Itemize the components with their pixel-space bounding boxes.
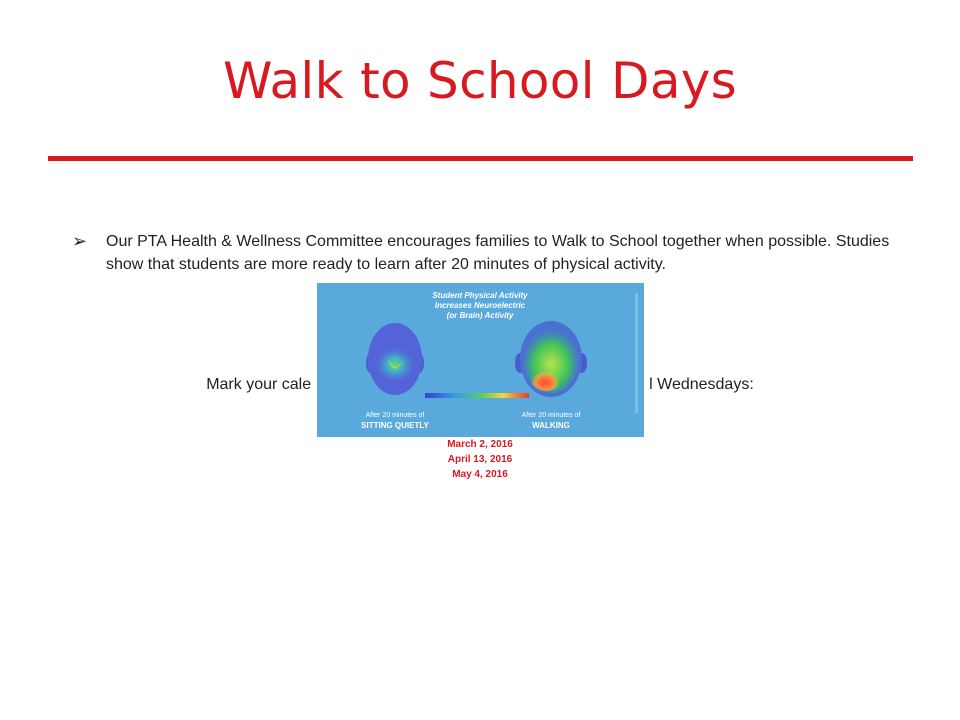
figure-heading-1: Student Physical Activity [432, 291, 528, 300]
figure-heading-3: (or Brain) Activity [446, 311, 514, 320]
right-caption-big: WALKING [532, 421, 570, 430]
date-item: April 13, 2016 [447, 454, 513, 465]
left-caption-big: SITTING QUIETLY [361, 421, 429, 430]
brain-activity-image [317, 283, 644, 437]
slide-title: Walk to School Days [222, 52, 738, 110]
date-item: March 2, 2016 [447, 439, 513, 450]
right-caption-small: After 20 minutes of [521, 412, 581, 419]
brain-activity-graphic [317, 283, 644, 437]
calendar-text-right: l Wednesdays: [649, 376, 754, 393]
calendar-text-left: Mark your cale [206, 376, 312, 393]
figure-heading-2: Increases Neuroelectric [434, 301, 526, 310]
side-credit-mark [635, 293, 638, 413]
title-divider [48, 156, 913, 161]
date-item: May 4, 2016 [452, 469, 508, 480]
arrow-bullet-icon: ➢ [72, 231, 88, 251]
activity-scale-bar [425, 393, 529, 398]
bullet-text: Our PTA Health & Wellness Committee encourages families to Walk to School together when possible. Studies show that students are more ready to learn after 20 minutes of physical activity. [106, 233, 890, 273]
event-dates [0, 437, 960, 482]
left-caption-small: After 20 minutes of [365, 412, 425, 419]
